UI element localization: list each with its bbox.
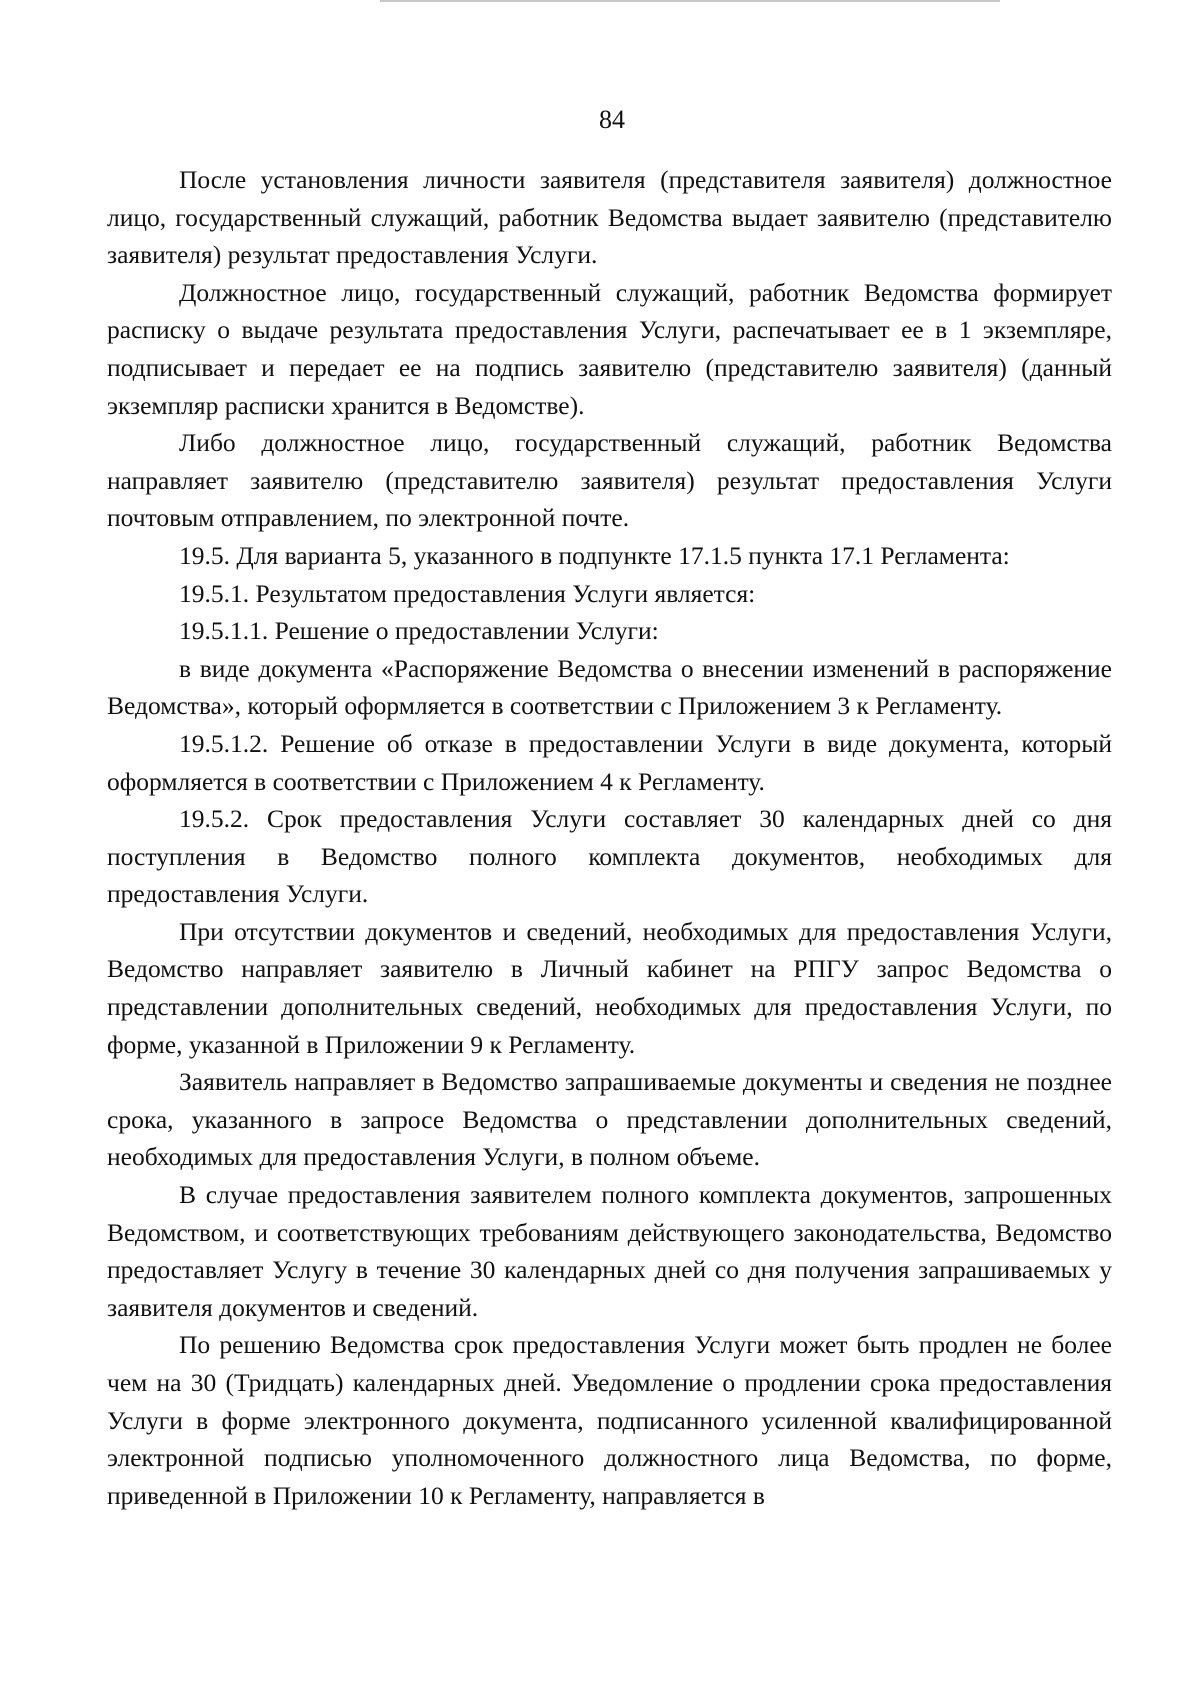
page-number: 84 [599,105,625,134]
paragraph-6: 19.5.1.1. Решение о предоставлении Услуги: [179,616,659,646]
paragraph-5: 19.5.1. Результатом предоставления Услуги является: [179,578,756,608]
paragraph-3: Либо должностное лицо, государственный служащий, работник Ведомства направляет заявителю (представителю заявителя) результат предоставления Услуги почтовым отправлением, по электронной почте. [107,428,1112,533]
paragraph-2: Должностное лицо, государственный служащий, работник Ведомства формирует расписку о выдаче результата предоставления Услуги, распечатывает ее в 1 экземпляре, подписывает и передает ее на подпись заявителю (представителю заявителя) (данный экземпляр расписки хранится в Ведомстве). [107,277,1112,420]
paragraph-1: После установления личности заявителя (представителя заявителя) должностное лицо, государственный служащий, работник Ведомства выдает заявителю (представителю заявителя) результат предоставления Услуги. [107,165,1112,270]
paragraph-13: По решению Ведомства срок предоставления Услуги может быть продлен не более чем на 30 (Тридцать) календарных дней. Уведомление о продлении срока предоставления Услуги в форме электронного документа, подписанного усиленной квалифицированной электронной подписью уполномоченного должностного лица Ведомства, по форме, приведенной в Приложении 10 к Регламенту, направляется в [107,1330,1112,1510]
scan-edge-line [380,0,1000,2]
paragraph-4: 19.5. Для варианта 5, указанного в подпункте 17.1.5 пункта 17.1 Регламента: [179,540,1010,570]
paragraph-11: Заявитель направляет в Ведомство запрашиваемые документы и сведения не позднее срока, указанного в запросе Ведомства о представлении дополнительных сведений, необходимых для предоставления Услуги, в полном объеме. [107,1067,1112,1172]
paragraph-7: в виде документа «Распоряжение Ведомства о внесении изменений в распоряжение Ведомства», который оформляется в соответствии с Приложением 3 к Регламенту. [107,653,1112,721]
paragraph-9: 19.5.2. Срок предоставления Услуги составляет 30 календарных дней со дня поступления в Ведомство полного комплекта документов, необходимых для предоставления Услуги. [107,804,1112,909]
paragraph-10: При отсутствии документов и сведений, необходимых для предоставления Услуги, Ведомство направляет заявителю в Личный кабинет на РПГУ запрос Ведомства о представлении дополнительных сведений, необходимых для предоставления Услуги, по форме, указанной в Приложении 9 к Регламенту. [107,916,1112,1059]
paragraph-12: В случае предоставления заявителем полного комплекта документов, запрошенных Ведомством, и соответствующих требованиям действующего законодательства, Ведомство предоставляет Услугу в течение 30 календарных дней со дня получения запрашиваемых у заявителя документов и сведений. [107,1180,1112,1322]
paragraph-8: 19.5.1.2. Решение об отказе в предоставлении Услуги в виде документа, который оформляется в соответствии с Приложением 4 к Регламенту. [107,728,1112,796]
document-page [107,105,1112,1514]
